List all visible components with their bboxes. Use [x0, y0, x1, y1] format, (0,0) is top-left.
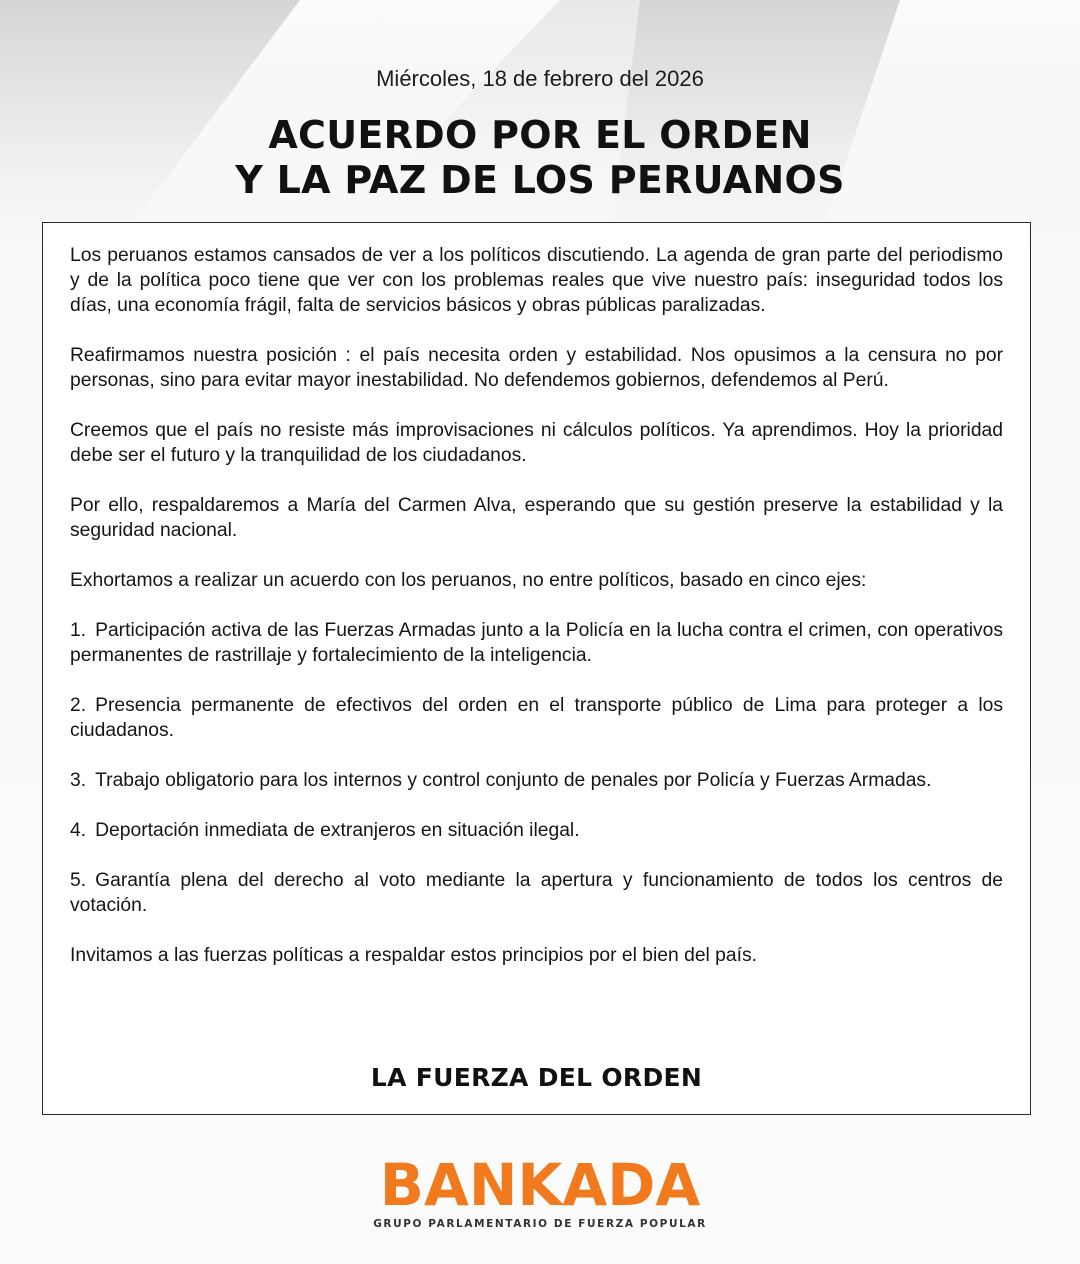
closing-paragraph: Invitamos a las fuerzas políticas a respaldar estos principios por el bien del país.	[70, 945, 757, 966]
title-line-2: Y LA PAZ DE LOS PERUANOS	[235, 158, 845, 202]
list-item	[70, 618, 1003, 668]
paragraph-5: Exhortamos a realizar un acuerdo con los peruanos, no entre políticos, basado en cinco ejes:	[70, 570, 867, 591]
list-item	[70, 868, 1003, 918]
list-item	[70, 768, 1003, 793]
document-title	[0, 113, 1080, 203]
list-item	[70, 693, 1003, 743]
list-item-text: Presencia permanente de efectivos del orden en el transporte público de Lima para proteger a los ciudadanos.	[70, 695, 1003, 741]
list-item-number: 5.	[70, 870, 87, 891]
signature: LA FUERZA DEL ORDEN	[370, 1063, 703, 1092]
logo-subtitle: GRUPO PARLAMENTARIO DE FUERZA POPULAR	[373, 1218, 707, 1230]
list-item-number: 3.	[70, 770, 87, 791]
paragraph-4: Por ello, respaldaremos a María del Carmen Alva, esperando que su gestión preserve la estabilidad y la seguridad nacional.	[70, 495, 1003, 541]
list-item-number: 2.	[70, 695, 87, 716]
list-item-text: Trabajo obligatorio para los internos y control conjunto de penales por Policía y Fuerzas Armadas.	[95, 770, 932, 791]
logo-wordmark: BANKADA	[379, 1151, 701, 1219]
paragraph-1: Los peruanos estamos cansados de ver a los políticos discutiendo. La agenda de gran parte del periodismo y de la política poco tiene que ver con los problemas reales que vive nuestro país: inseguridad todos los días, una economía frágil, falta de servicios básicos y obras públicas paralizadas.	[70, 245, 1003, 316]
statement-box	[42, 222, 1031, 1115]
list-item-number: 1.	[70, 620, 87, 641]
list-item-text: Participación activa de las Fuerzas Armadas junto a la Policía en la lucha contra el crimen, con operativos permanentes de rastrillaje y fortalecimiento de la inteligencia.	[70, 620, 1003, 666]
bankada-logo	[0, 1150, 1080, 1230]
title-line-1: ACUERDO POR EL ORDEN	[268, 113, 812, 157]
document-date: Miércoles, 18 de febrero del 2026	[376, 66, 704, 91]
list-item-number: 4.	[70, 820, 87, 841]
paragraph-2: Reafirmamos nuestra posición : el país necesita orden y estabilidad. Nos opusimos a la censura no por personas, sino para evitar mayor inestabilidad. No defendemos gobiernos, defendemos al Perú.	[70, 345, 1003, 391]
list-item-text: Deportación inmediata de extranjeros en situación ilegal.	[95, 820, 580, 841]
paragraph-3: Creemos que el país no resiste más improvisaciones ni cálculos políticos. Ya aprendimos. Hoy la prioridad debe ser el futuro y la tranquilidad de los ciudadanos.	[70, 420, 1003, 466]
list-item	[70, 818, 1003, 843]
list-item-text: Garantía plena del derecho al voto mediante la apertura y funcionamiento de todos los centros de votación.	[70, 870, 1003, 916]
